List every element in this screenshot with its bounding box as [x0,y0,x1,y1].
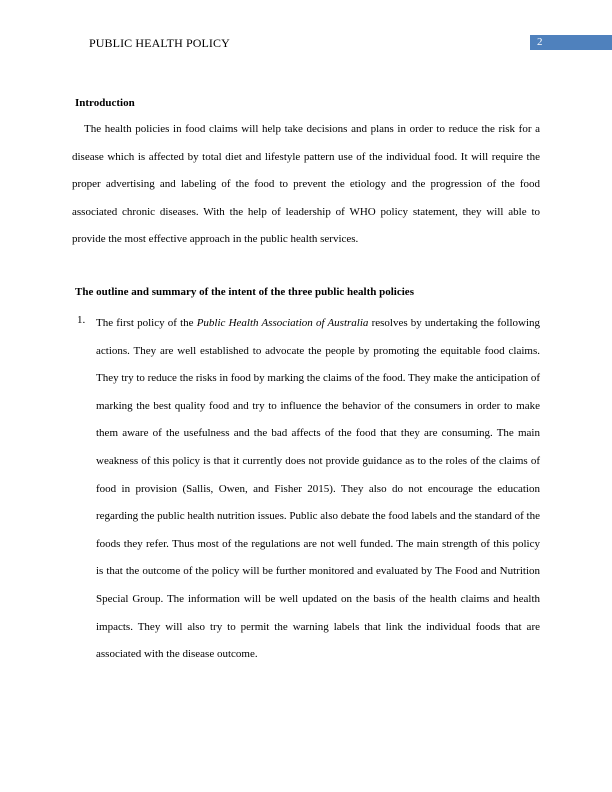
list-item-text-after: resolves by undertaking the following actions. They are well established to advocate the people by promoting the equitable food claims. They try to reduce the risks in food by marking the claims of the food. They make the anticipation of marking the best quality food and try to influence the behavior of the consumers in order to make them aware of the usefulness and the bad affects of the food that they are consuming. The main weakness of this policy is that it currently does not provide guidance as to the roles of the claims of food in provision (Sallis, Owen, and Fisher 2015). They also do not encourage the education regarding the public health nutrition issues. Public also debate the food labels and the standard of the foods they refer. Thus most of the regulations are not well funded. The main strength of this policy is that the outcome of the policy will be further monitored and evaluated by The Food and Nutrition Special Group. The information will be well updated on the basis of the health claims and health impacts. They will also try to permit the warning labels that link the individual foods that are associated with the disease outcome. [96,317,540,661]
introduction-paragraph [72,116,540,254]
page-number-badge [530,35,612,50]
list-item-number: 1. [77,314,86,326]
list-item-text-before: The first policy of the [96,317,197,329]
section-heading-outline: The outline and summary of the intent of the three public health policies [75,286,414,298]
list-item [96,310,540,669]
page-number: 2 [537,36,543,48]
introduction-text: The health policies in food claims will help take decisions and plans in order to reduce the risk for a disease which is affected by total diet and lifestyle pattern use of the individual food. It will require the proper advertising and labeling of the food to prevent the etiology and the progression of the food associated chronic diseases. With the help of leadership of WHO policy statement, they will able to provide the most effective approach in the public health services. [72,123,540,246]
section-heading-introduction: Introduction [75,97,135,109]
running-head: PUBLIC HEALTH POLICY [89,36,230,50]
list-item-text [96,310,540,669]
policy-organization-name: Public Health Association of Australia [196,317,369,329]
